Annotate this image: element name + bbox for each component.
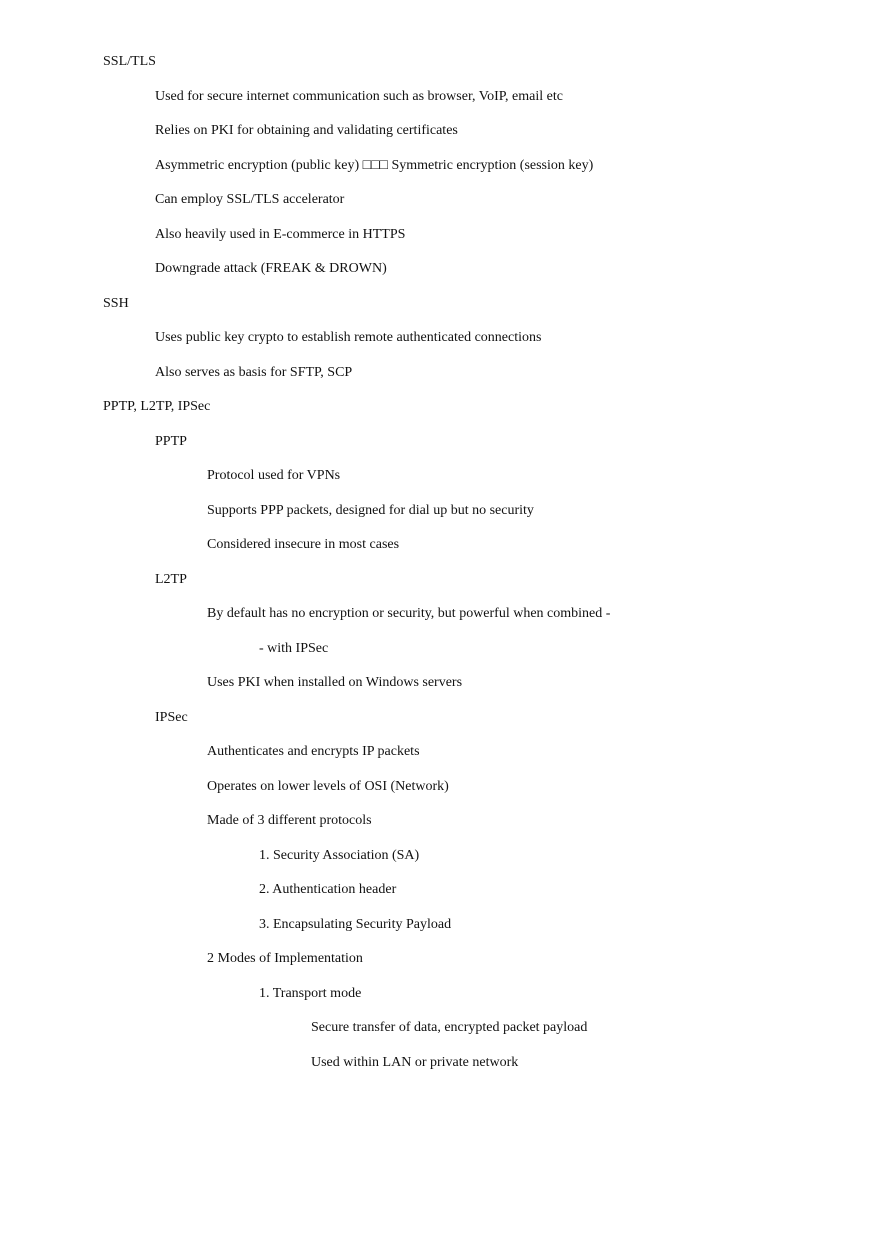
list-item: Also serves as basis for SFTP, SCP — [155, 365, 353, 380]
numbered-item: 1. Transport mode — [259, 986, 362, 1001]
list-item: Relies on PKI for obtaining and validating certificates — [155, 123, 458, 138]
list-item: Operates on lower levels of OSI (Network) — [207, 779, 449, 794]
list-item: Uses public key crypto to establish remote authenticated connections — [155, 330, 542, 345]
list-item: By default has no encryption or security, but powerful when combined - — [207, 606, 611, 621]
list-item: Secure transfer of data, encrypted packet payload — [311, 1020, 588, 1035]
list-item: Supports PPP packets, designed for dial up but no security — [207, 503, 534, 518]
list-item: - with IPSec — [259, 641, 329, 656]
list-item: Asymmetric encryption (public key) □□□ Symmetric encryption (session key) — [155, 158, 594, 173]
section-heading-ssh: SSH — [103, 296, 129, 311]
list-item: Uses PKI when installed on Windows servers — [207, 675, 463, 690]
subheading-l2tp: L2TP — [155, 572, 187, 587]
section-heading-ssl-tls: SSL/TLS — [103, 54, 156, 69]
list-item: Downgrade attack (FREAK & DROWN) — [155, 261, 387, 276]
numbered-item: 1. Security Association (SA) — [259, 848, 420, 863]
list-item: 2 Modes of Implementation — [207, 951, 363, 966]
list-item: Used within LAN or private network — [311, 1055, 519, 1070]
list-item: Considered insecure in most cases — [207, 537, 400, 552]
numbered-item: 3. Encapsulating Security Payload — [259, 917, 452, 932]
list-item: Made of 3 different protocols — [207, 813, 372, 828]
numbered-item: 2. Authentication header — [259, 882, 397, 897]
list-item: Protocol used for VPNs — [207, 468, 341, 483]
section-heading-vpn-protocols: PPTP, L2TP, IPSec — [103, 399, 211, 414]
list-item: Used for secure internet communication such as browser, VoIP, email etc — [155, 89, 563, 104]
list-item: Can employ SSL/TLS accelerator — [155, 192, 345, 207]
list-item: Also heavily used in E-commerce in HTTPS — [155, 227, 406, 242]
list-item: Authenticates and encrypts IP packets — [207, 744, 420, 759]
subheading-pptp: PPTP — [155, 434, 187, 449]
subheading-ipsec: IPSec — [155, 710, 188, 725]
